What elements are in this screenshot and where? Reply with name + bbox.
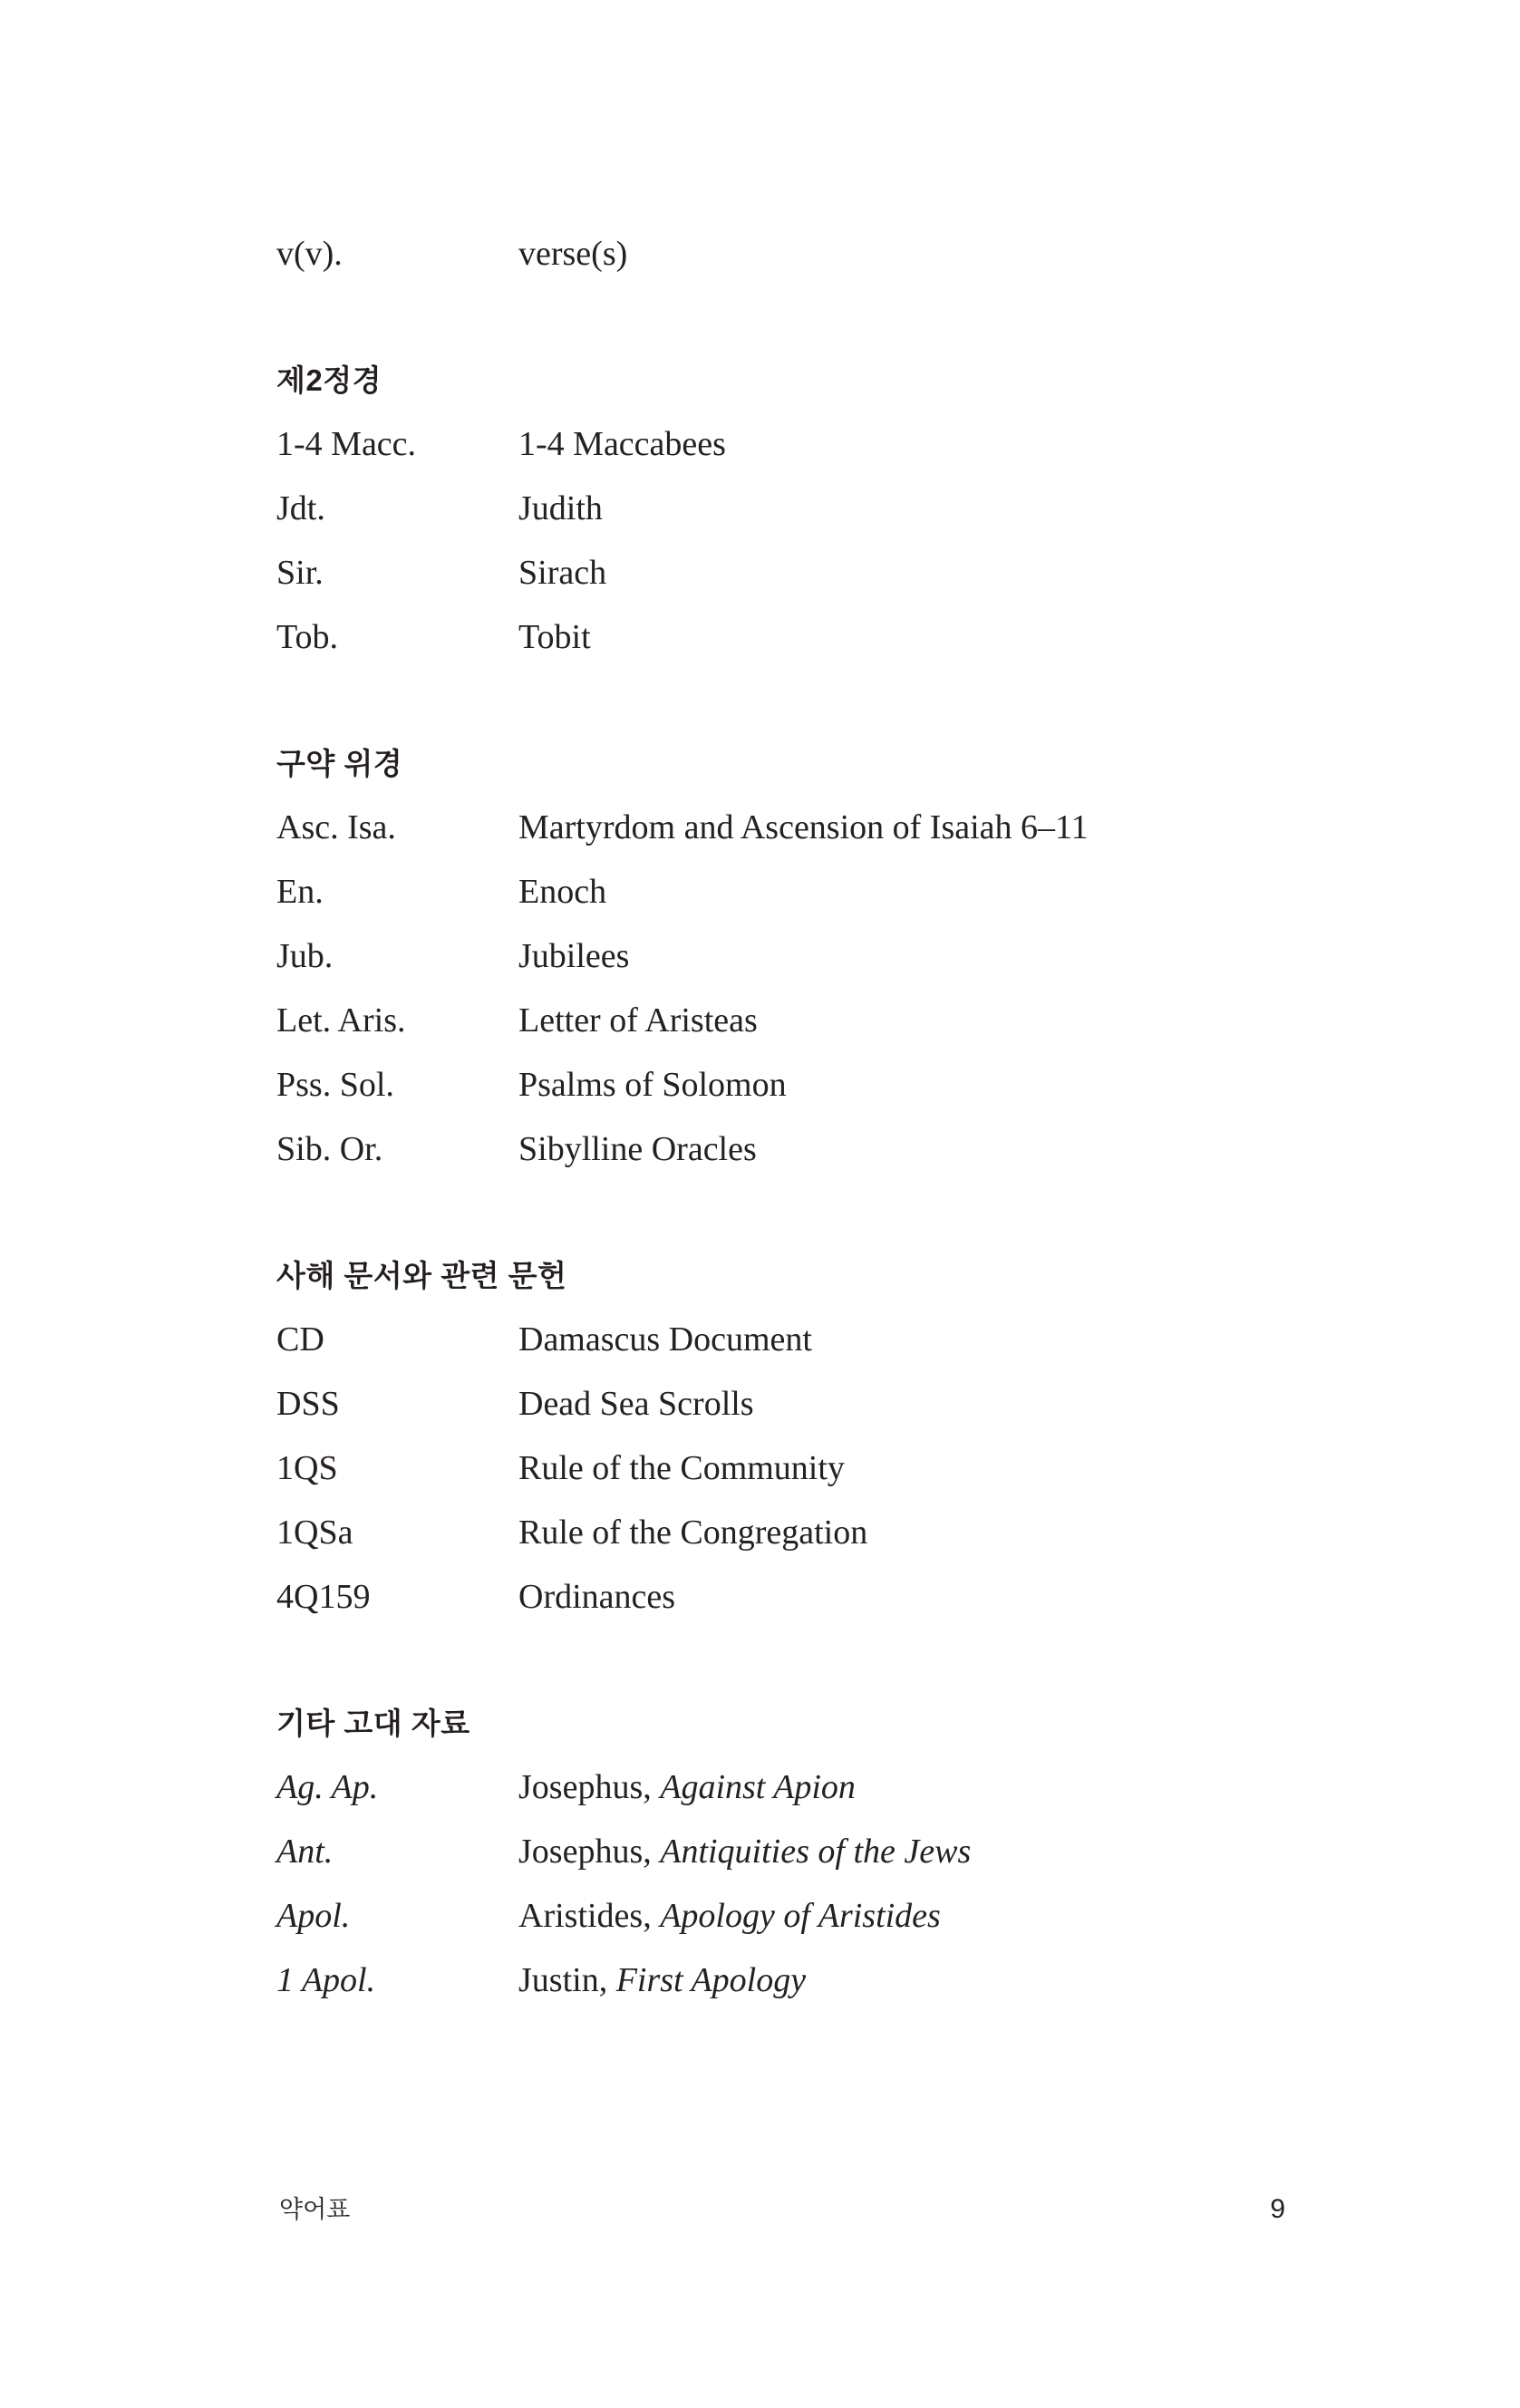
table-row	[0, 924, 1520, 988]
desc-cell	[518, 1896, 1520, 1935]
abbr-cell: Ant.	[276, 1832, 334, 1871]
desc-text: Dead Sea Scrolls	[518, 1384, 754, 1423]
table-row	[0, 795, 1520, 859]
abbr-cell: Sir.	[276, 553, 324, 592]
table-row	[0, 1564, 1520, 1629]
page-number: 9	[1270, 2194, 1285, 2224]
abbr-cell: DSS	[276, 1384, 340, 1423]
desc-cell	[518, 234, 1520, 273]
section-header: 사해 문서와 관련 문헌	[276, 1258, 567, 1292]
table-row	[0, 1948, 1520, 2012]
abbr-cell: Ag. Ap.	[276, 1767, 379, 1806]
abbr-cell: 1QS	[276, 1448, 338, 1487]
abbr-cell: Jdt.	[276, 488, 325, 527]
table-row	[0, 1307, 1520, 1371]
desc-cell	[518, 810, 1520, 845]
section-header: 제2정경	[276, 363, 382, 397]
table-row	[0, 1500, 1520, 1564]
desc-text: Ordinances	[518, 1577, 676, 1616]
table-row	[0, 1117, 1520, 1181]
desc-cell	[518, 1065, 1520, 1104]
desc-cell	[518, 1003, 1520, 1038]
table-row	[0, 221, 1520, 285]
table-row	[0, 1371, 1520, 1436]
desc-cell	[518, 553, 1520, 592]
desc-cell	[518, 1767, 1520, 1806]
abbr-cell: Tob.	[276, 617, 339, 656]
desc-text: Josephus,	[518, 1832, 661, 1871]
desc-text: Damascus Document	[518, 1320, 812, 1359]
desc-text: Aristides,	[518, 1896, 661, 1935]
desc-cell	[518, 488, 1520, 527]
desc-cell	[518, 424, 1520, 463]
desc-text: Sirach	[518, 553, 607, 592]
desc-text: Psalms of Solomon	[518, 1065, 787, 1104]
desc-text: 1-4 Maccabees	[518, 424, 726, 463]
desc-cell	[518, 1960, 1520, 1999]
abbr-cell: 1QSa	[276, 1513, 353, 1552]
table-row	[0, 859, 1520, 924]
table-row	[0, 988, 1520, 1052]
desc-text: Rule of the Community	[518, 1448, 845, 1487]
table-row	[0, 476, 1520, 540]
desc-text: Josephus,	[518, 1767, 661, 1806]
desc-cell	[518, 1577, 1520, 1616]
desc-cell	[518, 872, 1520, 911]
desc-text: Martyrdom and Ascension of Isaiah 6–11	[518, 808, 1089, 846]
section-header: 기타 고대 자료	[276, 1706, 470, 1740]
abbr-cell: En.	[276, 872, 324, 911]
desc-text: Sibylline Oracles	[518, 1129, 757, 1168]
desc-cell	[518, 1448, 1520, 1487]
table-row	[0, 1052, 1520, 1117]
desc-text: Rule of the Congregation	[518, 1513, 868, 1552]
table-row	[0, 1883, 1520, 1948]
desc-italic-text: Against Apion	[660, 1767, 856, 1806]
abbr-cell: Let. Aris.	[276, 1001, 406, 1040]
abbreviation-list	[0, 221, 1520, 2012]
abbr-cell: CD	[276, 1320, 324, 1359]
desc-text: Jubilees	[518, 936, 630, 975]
abbr-cell: 4Q159	[276, 1577, 371, 1616]
desc-cell	[518, 936, 1520, 975]
desc-cell	[518, 1322, 1520, 1357]
abbr-cell: 1 Apol.	[276, 1960, 376, 1999]
desc-cell	[518, 1515, 1520, 1550]
table-row	[0, 1819, 1520, 1883]
desc-text: Judith	[518, 488, 603, 527]
table-row	[0, 540, 1520, 604]
desc-cell	[518, 617, 1520, 656]
desc-cell	[518, 1834, 1520, 1869]
desc-text: Letter of Aristeas	[518, 1001, 758, 1040]
table-row	[0, 1436, 1520, 1500]
table-row	[0, 1755, 1520, 1819]
abbr-cell: Jub.	[276, 936, 334, 975]
desc-italic-text: Antiquities of the Jews	[660, 1832, 972, 1871]
abbr-cell: Apol.	[276, 1896, 351, 1935]
table-row	[0, 604, 1520, 669]
desc-cell	[518, 1129, 1520, 1168]
section-header: 구약 위경	[276, 746, 403, 780]
abbr-cell: Pss. Sol.	[276, 1065, 394, 1104]
desc-italic-text: First Apology	[615, 1960, 807, 1999]
desc-cell	[518, 1384, 1520, 1423]
desc-italic-text: Apology of Aristides	[660, 1896, 941, 1935]
abbr-cell: v(v).	[276, 234, 343, 273]
abbr-cell: Asc. Isa.	[276, 808, 396, 846]
table-row	[0, 411, 1520, 476]
abbr-cell: 1-4 Macc.	[276, 424, 417, 463]
desc-text: verse(s)	[518, 234, 628, 273]
abbr-cell: Sib. Or.	[276, 1129, 383, 1168]
desc-text: Enoch	[518, 872, 607, 911]
footer-chapter-label: 약어표	[279, 2196, 351, 2223]
desc-text: Justin,	[518, 1960, 616, 1999]
desc-text: Tobit	[518, 617, 591, 656]
